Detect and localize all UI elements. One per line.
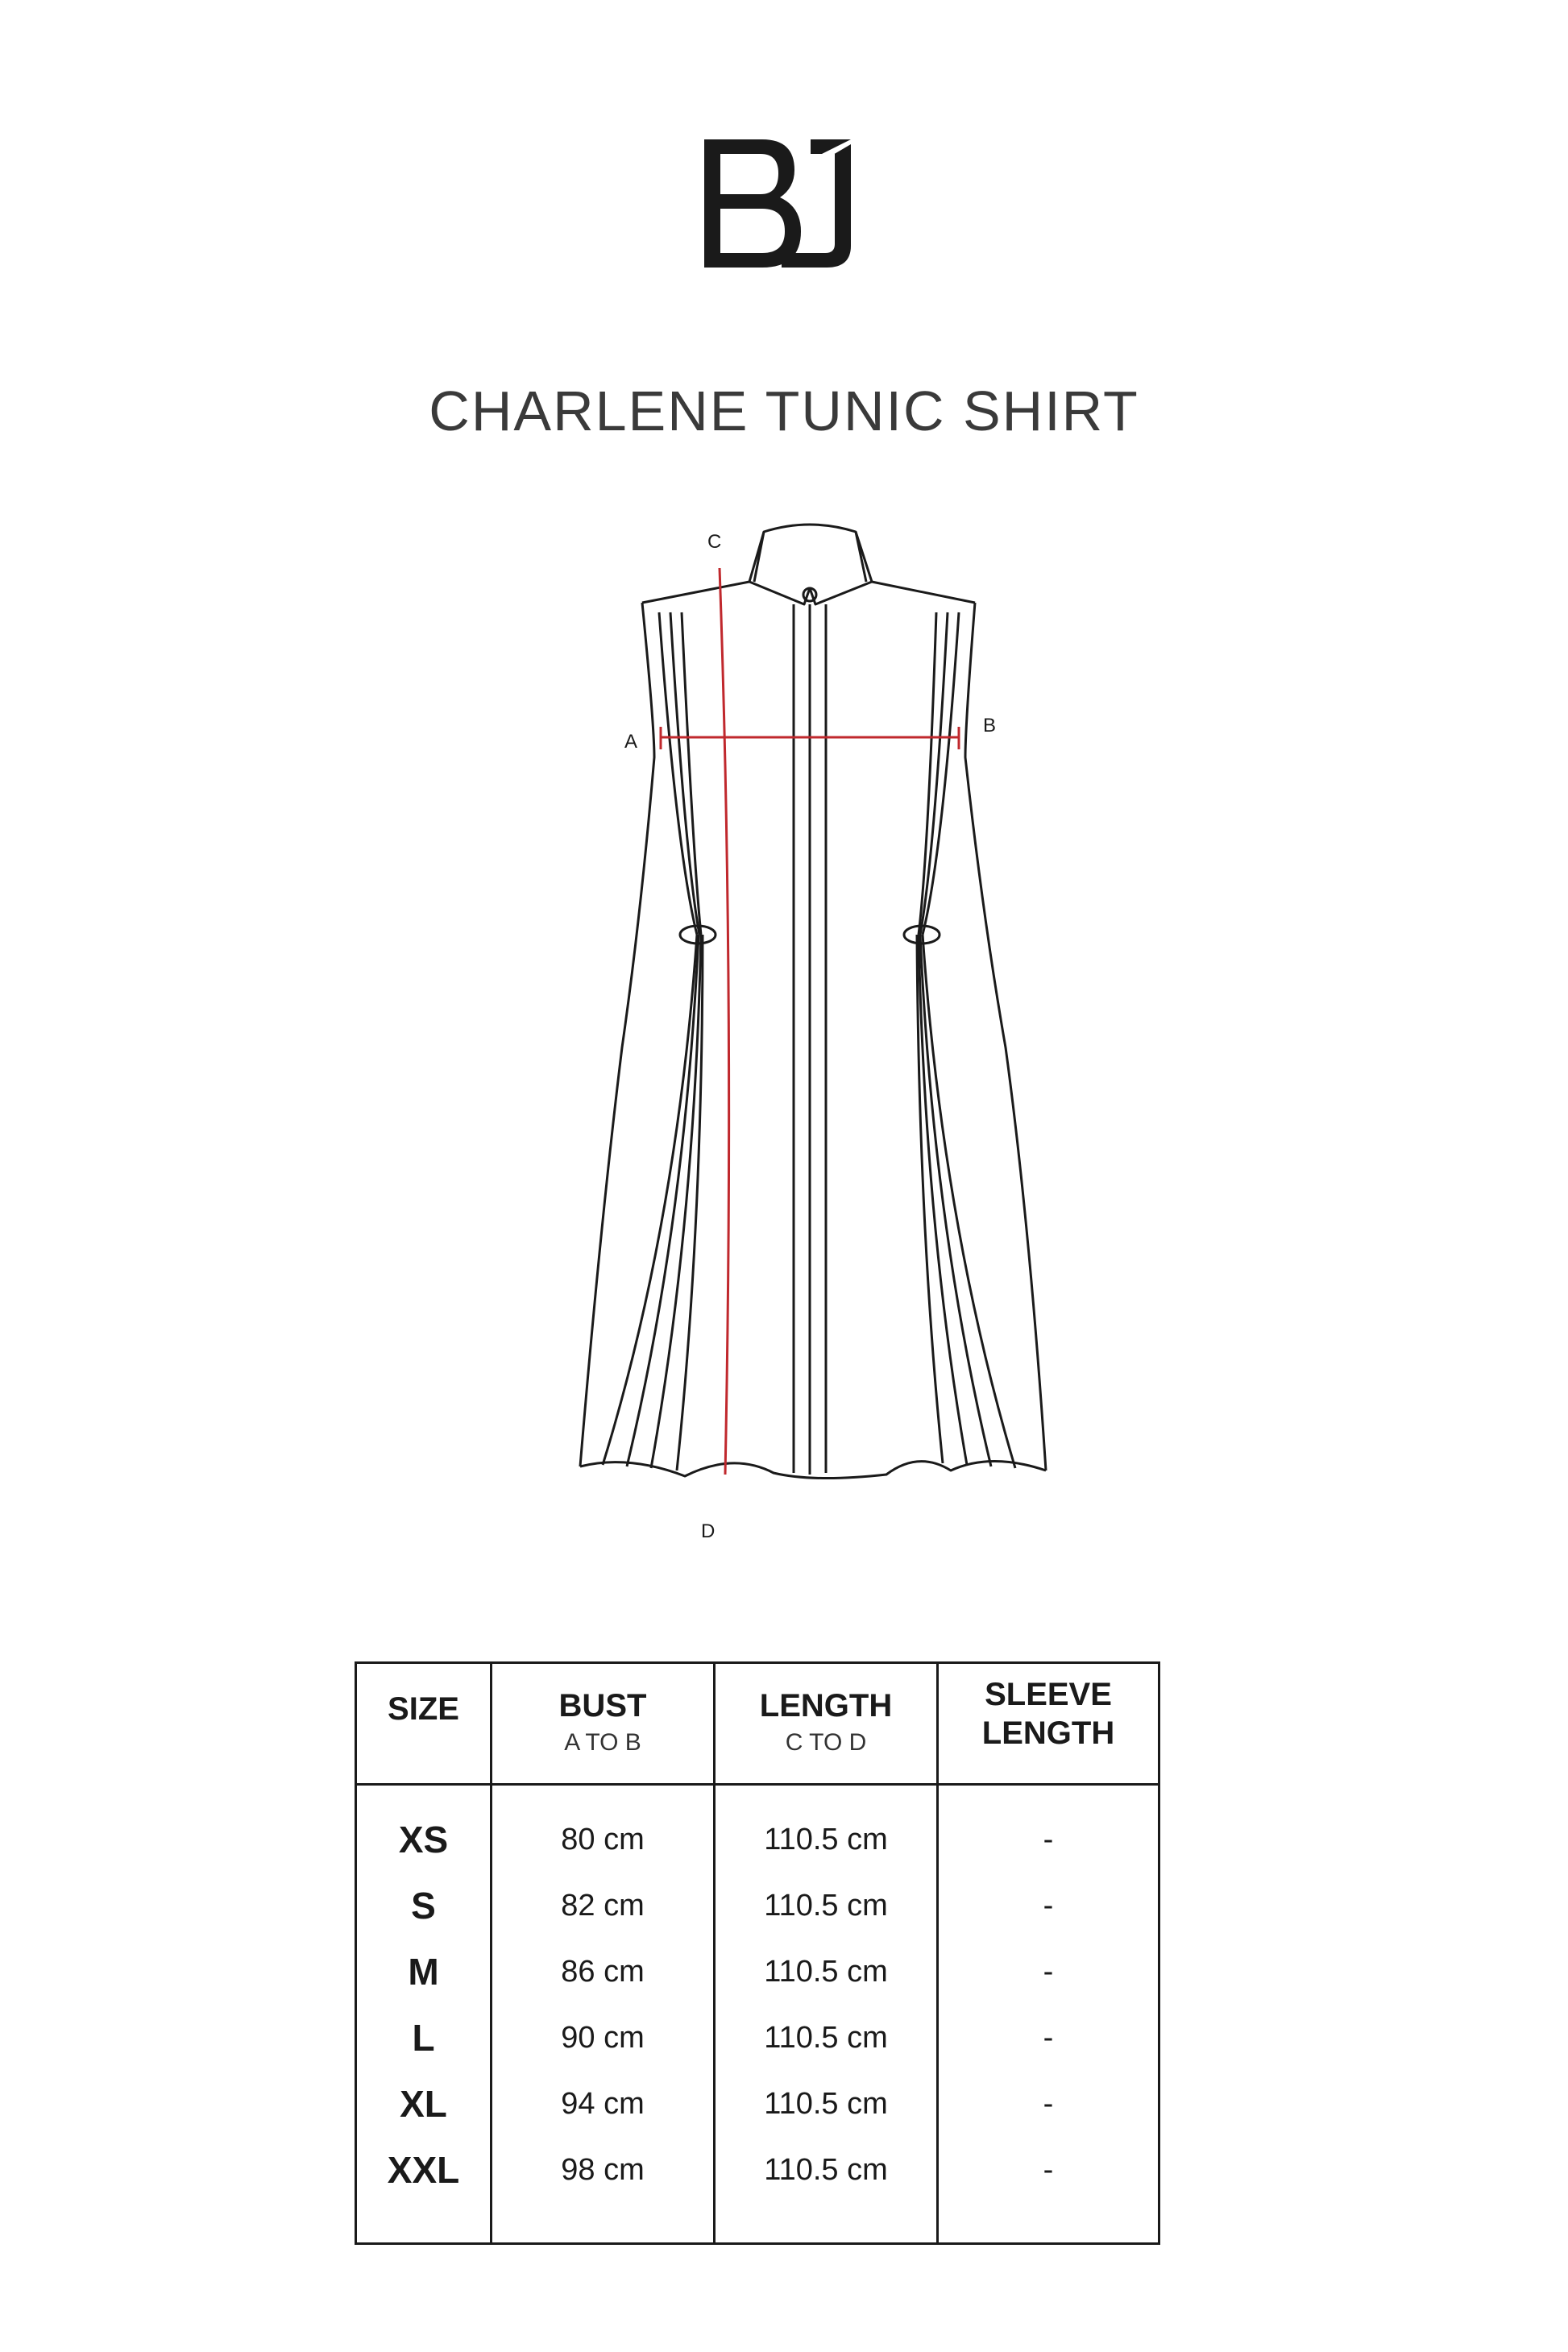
- size-cell: L: [412, 2017, 435, 2059]
- sleeve-cell: -: [1043, 2087, 1054, 2121]
- header-bust: BUST A TO B: [558, 1688, 647, 1756]
- header-size: SIZE: [388, 1691, 459, 1727]
- table-header-row: [357, 1664, 1158, 1786]
- sleeve-cell: -: [1043, 1889, 1054, 1923]
- garment-diagram: [564, 516, 1096, 1555]
- length-cell: 110.5 cm: [764, 2153, 888, 2187]
- bust-cell: 86 cm: [561, 1955, 645, 1989]
- table-row: [357, 1807, 1158, 1873]
- label-a: A: [624, 731, 638, 753]
- table-row: [357, 1873, 1158, 1939]
- brand-logo: [698, 133, 859, 274]
- bust-cell: 98 cm: [561, 2153, 645, 2187]
- sleeve-cell: -: [1043, 1823, 1054, 1856]
- size-cell: M: [408, 1951, 439, 1993]
- sleeve-cell: -: [1043, 1955, 1054, 1989]
- label-c: C: [707, 531, 722, 553]
- table-row: [357, 2071, 1158, 2137]
- bust-cell: 80 cm: [561, 1823, 645, 1856]
- size-cell: XXL: [387, 2149, 460, 2191]
- size-chart-table: [355, 1661, 1160, 2245]
- header-sleeve-length: SLEEVE LENGTH: [981, 1677, 1115, 1751]
- length-cell: 110.5 cm: [764, 2087, 888, 2121]
- table-row: [357, 2005, 1158, 2071]
- table-row: [357, 2137, 1158, 2203]
- length-cell: 110.5 cm: [764, 2021, 888, 2055]
- product-title: CHARLENE TUNIC SHIRT: [429, 380, 1139, 442]
- size-cell: XL: [400, 2083, 447, 2125]
- size-cell: S: [411, 1885, 436, 1927]
- label-d: D: [701, 1520, 716, 1542]
- bust-cell: 82 cm: [561, 1889, 645, 1923]
- sleeve-cell: -: [1043, 2021, 1054, 2055]
- bust-cell: 94 cm: [561, 2087, 645, 2121]
- header-length: LENGTH C TO D: [759, 1688, 893, 1756]
- label-b: B: [983, 715, 997, 736]
- length-cell: 110.5 cm: [764, 1823, 888, 1856]
- table-row: [357, 1939, 1158, 2005]
- size-cell: XS: [398, 1819, 449, 1860]
- length-cell: 110.5 cm: [764, 1889, 888, 1923]
- sleeve-cell: -: [1043, 2153, 1054, 2187]
- bust-cell: 90 cm: [561, 2021, 645, 2055]
- length-cell: 110.5 cm: [764, 1955, 888, 1989]
